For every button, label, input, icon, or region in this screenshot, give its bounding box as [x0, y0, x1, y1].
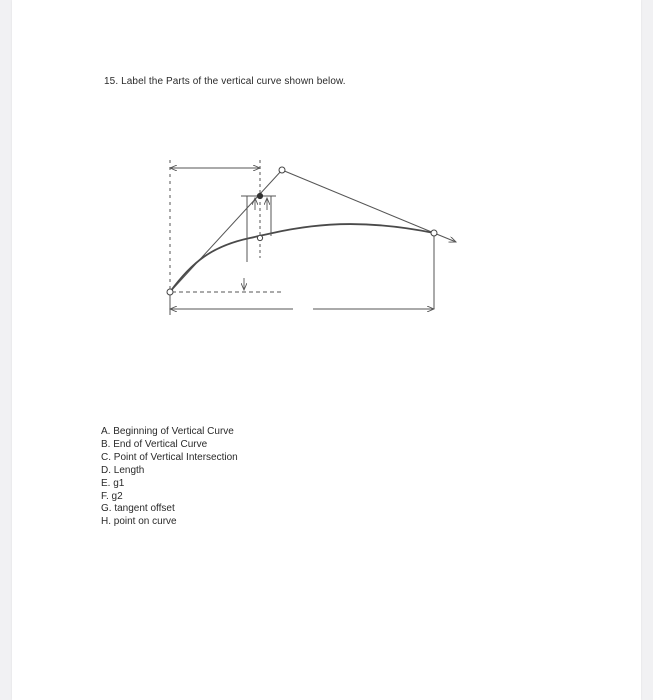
option-g: G. tangent offset: [101, 503, 175, 515]
tangent-extension-arrow: [434, 233, 456, 242]
option-d: D. Length: [101, 464, 145, 476]
answer-options-list: [101, 426, 238, 529]
option-b: B. End of Vertical Curve: [101, 438, 208, 450]
option-c: C. Point of Vertical Intersection: [101, 451, 238, 463]
pvi-point-marker: [279, 167, 285, 173]
option-h: H. point on curve: [101, 516, 177, 528]
curve-point-marker: [257, 235, 262, 240]
option-f: F. g2: [101, 490, 123, 502]
tangent-g1-line: [170, 170, 282, 292]
question-text: 15. Label the Parts of the vertical curve shown below.: [104, 76, 346, 87]
option-a: A. Beginning of Vertical Curve: [101, 426, 234, 437]
bvc-point-marker: [167, 289, 173, 295]
tangent-point-marker: [257, 193, 262, 198]
evc-point-marker: [431, 230, 437, 236]
option-e: E. g1: [101, 477, 125, 489]
vertical-curve-arc: [170, 224, 434, 292]
